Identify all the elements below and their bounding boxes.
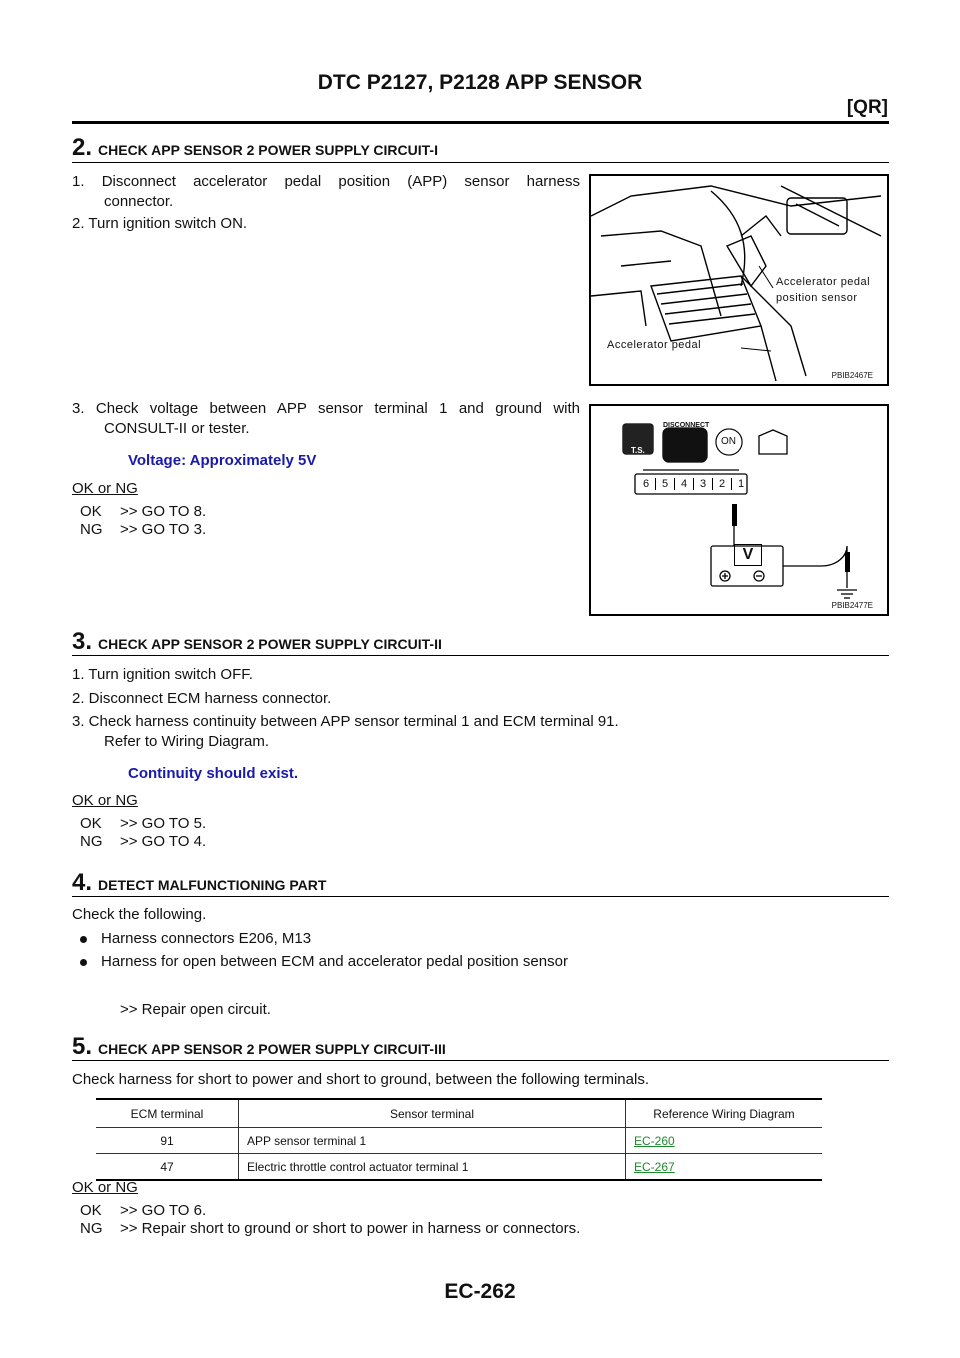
bullet-text: Harness for open between ECM and accelerator pedal position sensor [101,953,568,970]
label-pedal: Accelerator pedal [607,339,702,351]
voltage-check-diagram [591,406,887,614]
ok-text: >> GO TO 6. [120,1202,207,1219]
ng-label: NG [80,833,103,850]
ok-label: OK [80,503,102,520]
step-4-bullet-1 [80,930,311,947]
cell-ecm-terminal: 47 [96,1154,239,1181]
step-3-instruction-3: 3. Check harness continuity between APP sensor terminal 1 and ECM terminal 91. [72,713,619,730]
section-code: [QR] [846,97,888,118]
step-3-result-ng [80,833,206,851]
terminal-table [96,1098,822,1181]
ng-label: NG [80,1220,103,1237]
cell-reference [626,1128,823,1154]
table-row [96,1128,822,1154]
step-5-rule [72,1060,889,1061]
header-reference-wiring-diagram: Reference Wiring Diagram [626,1099,823,1128]
step-2-title: CHECK APP SENSOR 2 POWER SUPPLY CIRCUIT-I [98,142,438,158]
figure-1-id: PBIB2467E [831,371,873,380]
cell-reference [626,1154,823,1181]
ok-text: >> GO TO 8. [120,503,207,520]
step-2-result-ok [80,503,206,521]
ng-text: >> GO TO 4. [120,833,207,850]
pin-1: 1 [737,478,745,490]
ok-label: OK [80,1202,102,1219]
step-4-heading [72,869,326,897]
probe-ground [845,552,850,572]
page-title: DTC P2127, P2128 APP SENSOR [317,71,643,94]
ok-label: OK [80,815,102,832]
bullet-text: Harness connectors E206, M13 [101,930,312,947]
step-2-rule [72,162,889,163]
on-label: ON [721,436,736,447]
step-3-title: CHECK APP SENSOR 2 POWER SUPPLY CIRCUIT-II [98,636,442,652]
table-header-row [96,1099,822,1128]
step-3-instruction-2: 2. Disconnect ECM harness connector. [72,690,332,707]
ng-text: >> Repair short to ground or short to power in harness or connectors. [120,1220,581,1237]
label-sensor-line1: Accelerator pedal [776,276,871,288]
step-4-bullet-2 [80,953,568,970]
step-5-title: CHECK APP SENSOR 2 POWER SUPPLY CIRCUIT-III [98,1041,446,1057]
step-5-heading [72,1033,446,1061]
step-2-instruction-1a: 1. Disconnect accelerator pedal position (APP) sensor harness [72,173,580,190]
step-2-instruction-1b: connector. [104,193,174,210]
label-sensor-line2: position sensor [776,292,858,304]
step-3-instruction-1: 1. Turn ignition switch OFF. [72,666,253,683]
step-2-number: 2. [72,134,93,161]
pin-4: 4 [675,478,694,490]
cell-ecm-terminal: 91 [96,1128,239,1154]
step-3-result-ok [80,815,206,833]
step-2-instruction-3 [72,399,580,439]
step-4-intro: Check the following. [72,906,207,923]
reference-link-ec-267[interactable]: EC-267 [634,1159,675,1174]
bullet-icon [80,959,87,966]
step-2-spec: Voltage: Approximately 5V [128,452,317,469]
step-3-instruction-3b: Refer to Wiring Diagram. [104,733,270,750]
step-3-heading [72,628,442,656]
step-4-rule [72,896,889,897]
step-4-title: DETECT MALFUNCTIONING PART [98,877,327,893]
voltmeter-label: V [734,544,762,566]
ok-text: >> GO TO 5. [120,815,207,832]
ng-text: >> GO TO 3. [120,521,207,538]
step-3-ok-or-ng: OK or NG [72,792,138,809]
step-4-result: >> Repair open circuit. [120,1001,271,1018]
step-2-result-ng [80,521,206,539]
step-5-result-ok [80,1202,206,1220]
connector-pins [637,478,750,490]
step-5-number: 5. [72,1033,93,1060]
step-5-ok-or-ng: OK or NG [72,1179,138,1196]
ts-label: T.S. [631,446,645,455]
step-2-ok-or-ng: OK or NG [72,480,138,497]
probe-positive [732,504,737,526]
page-number: EC-262 [444,1280,516,1303]
step-5-intro: Check harness for short to power and short to ground, between the following terminals. [72,1071,649,1088]
header-sensor-terminal: Sensor terminal [239,1099,626,1128]
step-2-heading [72,134,438,162]
pin-3: 3 [694,478,713,490]
ng-label: NG [80,521,103,538]
cell-sensor-terminal: Electric throttle control actuator terminal 1 [239,1154,626,1181]
step-2-instruction-2: 2. Turn ignition switch ON. [72,215,248,232]
step-4-number: 4. [72,869,93,896]
step-2-instruction-1 [72,172,580,212]
step-3-rule [72,655,889,656]
step-3-number: 3. [72,628,93,655]
disconnect-label: DISCONNECT [663,422,710,429]
step-2-instruction-3b: CONSULT-II or tester. [104,420,250,437]
step-3-spec: Continuity should exist. [128,765,299,782]
step-5-result-ng [80,1220,580,1238]
figure-pedal-sensor-location [589,174,889,386]
figure-voltage-check [589,404,889,616]
pin-2: 2 [713,478,732,490]
table-row [96,1154,822,1181]
pin-6: 6 [637,478,656,490]
pin-5: 5 [656,478,675,490]
header-rule [72,121,889,124]
cell-sensor-terminal: APP sensor terminal 1 [239,1128,626,1154]
bullet-icon [80,936,87,943]
reference-link-ec-260[interactable]: EC-260 [634,1133,675,1148]
step-2-instruction-3a: 3. Check voltage between APP sensor terminal 1 and ground with [72,400,580,417]
figure-2-id: PBIB2477E [831,601,873,610]
header-ecm-terminal: ECM terminal [96,1099,239,1128]
